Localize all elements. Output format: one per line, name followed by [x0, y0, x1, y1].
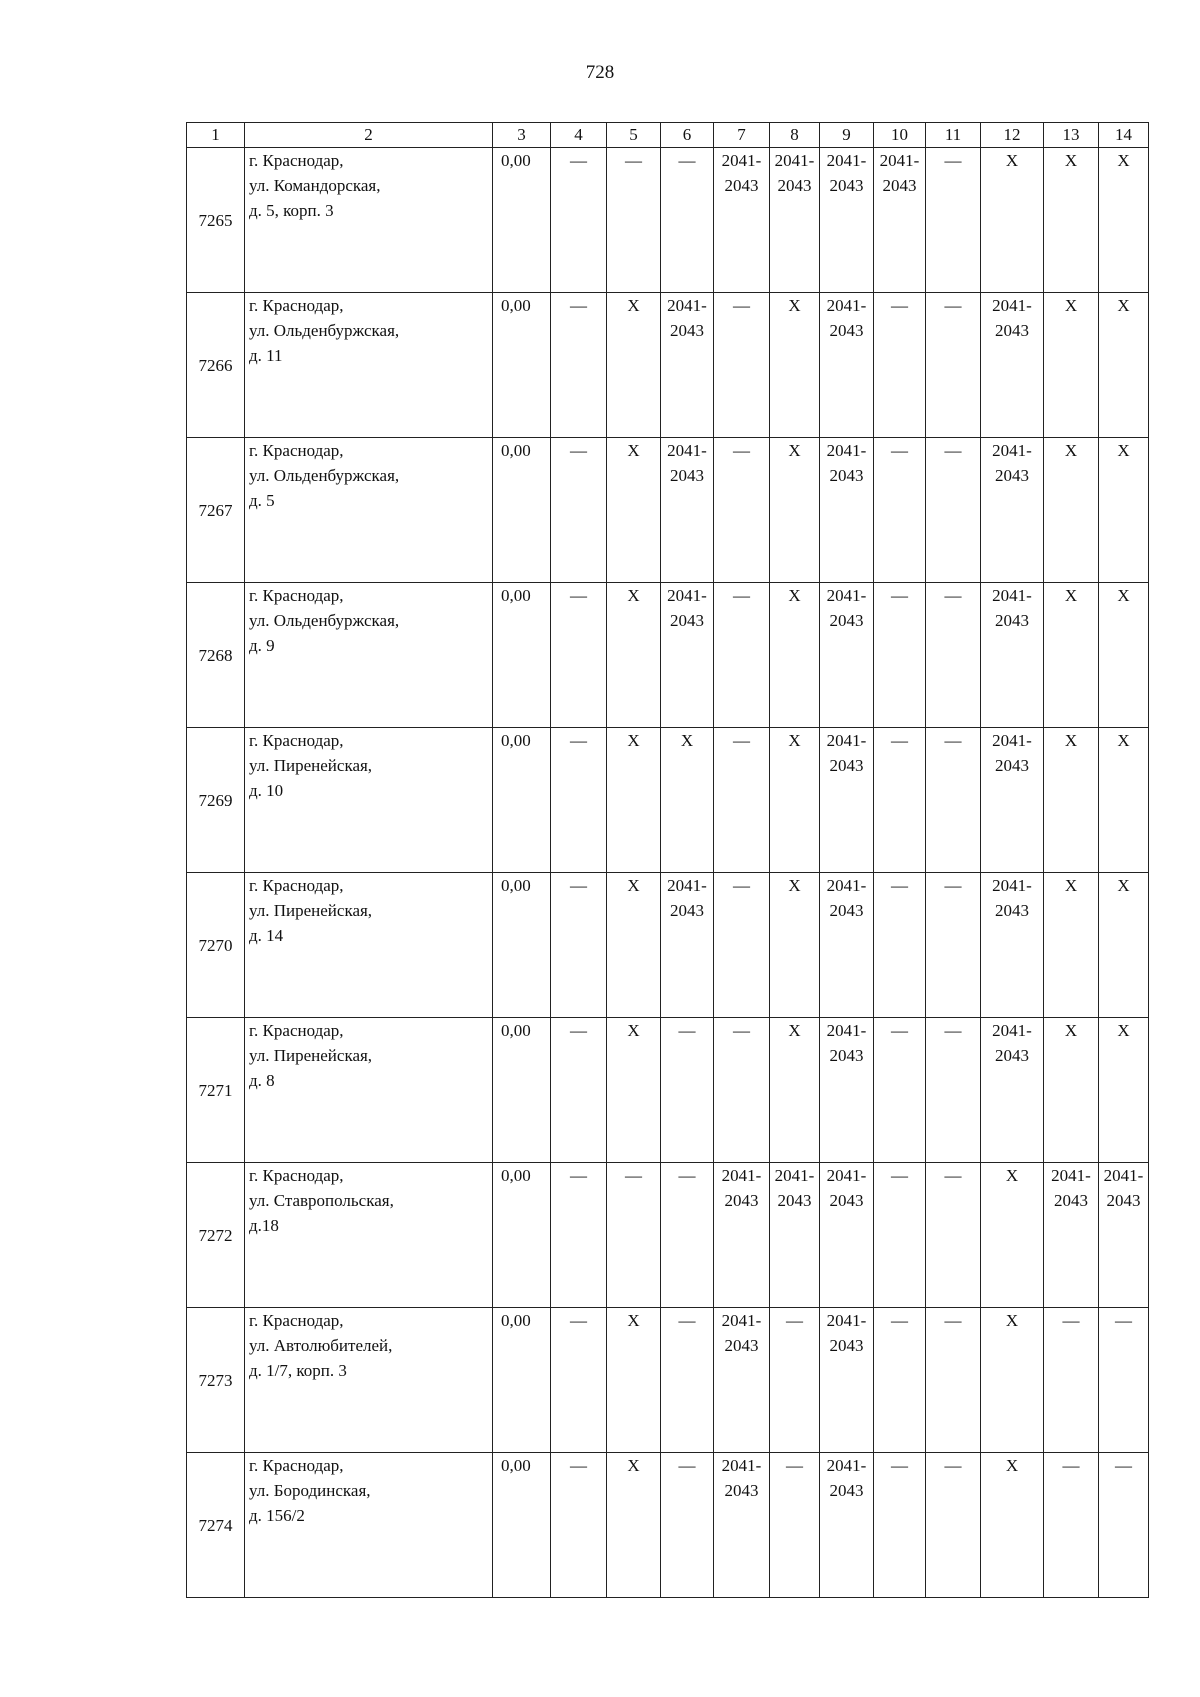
schedule-cell: 2041- 2043 — [981, 438, 1044, 583]
column-header-3: 3 — [493, 123, 551, 148]
schedule-cell: — — [926, 293, 981, 438]
schedule-cell: — — [551, 873, 607, 1018]
schedule-cell: Х — [607, 873, 661, 1018]
schedule-cell: — — [874, 873, 926, 1018]
column-header-6: 6 — [661, 123, 714, 148]
schedule-cell: — — [661, 148, 714, 293]
schedule-cell: Х — [981, 1163, 1044, 1308]
schedule-cell: — — [551, 1453, 607, 1598]
schedule-cell: Х — [981, 1308, 1044, 1453]
address-cell — [245, 1163, 493, 1308]
schedule-cell: — — [551, 1163, 607, 1308]
value-cell: 0,00 — [493, 873, 551, 1018]
schedule-cell: Х — [607, 1308, 661, 1453]
column-header-8: 8 — [770, 123, 820, 148]
schedule-cell: 2041- 2043 — [661, 583, 714, 728]
schedule-cell: — — [1099, 1453, 1149, 1598]
schedule-cell: Х — [1099, 293, 1149, 438]
value-cell: 0,00 — [493, 1308, 551, 1453]
column-header-13: 13 — [1044, 123, 1099, 148]
address-line: д.18 — [249, 1216, 279, 1235]
schedule-cell: 2041- 2043 — [714, 148, 770, 293]
schedule-cell: Х — [1044, 293, 1099, 438]
schedule-cell: — — [926, 583, 981, 728]
schedule-cell: — — [661, 1308, 714, 1453]
row-number: 7269 — [187, 728, 245, 873]
address-line: ул. Ольденбуржская, — [249, 466, 400, 485]
schedule-cell: — — [714, 728, 770, 873]
schedule-cell: — — [874, 293, 926, 438]
address-line: г. Краснодар, — [249, 441, 344, 460]
row-number: 7270 — [187, 873, 245, 1018]
schedule-cell: 2041- 2043 — [714, 1453, 770, 1598]
row-number: 7266 — [187, 293, 245, 438]
schedule-cell: 2041- 2043 — [820, 1453, 874, 1598]
address-cell — [245, 148, 493, 293]
schedule-cell: — — [874, 438, 926, 583]
schedule-cell: — — [661, 1453, 714, 1598]
value-cell: 0,00 — [493, 583, 551, 728]
schedule-cell: 2041- 2043 — [874, 148, 926, 293]
address-line: д. 5 — [249, 491, 275, 510]
address-cell — [245, 293, 493, 438]
schedule-cell: 2041- 2043 — [770, 1163, 820, 1308]
address-line: г. Краснодар, — [249, 151, 344, 170]
address-line: д. 5, корп. 3 — [249, 201, 334, 220]
schedule-cell: Х — [1099, 438, 1149, 583]
schedule-cell: Х — [981, 148, 1044, 293]
address-line: г. Краснодар, — [249, 876, 344, 895]
column-header-1: 1 — [187, 123, 245, 148]
address-line: г. Краснодар, — [249, 731, 344, 750]
schedule-cell: Х — [1099, 148, 1149, 293]
address-cell — [245, 873, 493, 1018]
address-line: ул. Ольденбуржская, — [249, 611, 400, 630]
schedule-cell: Х — [607, 293, 661, 438]
table-row — [187, 1163, 1149, 1308]
value-cell: 0,00 — [493, 1018, 551, 1163]
schedule-cell: — — [926, 148, 981, 293]
table-row — [187, 293, 1149, 438]
column-header-7: 7 — [714, 123, 770, 148]
schedule-cell: Х — [1044, 1018, 1099, 1163]
schedule-cell: Х — [981, 1453, 1044, 1598]
schedule-cell: Х — [1044, 583, 1099, 728]
schedule-cell: 2041- 2043 — [820, 438, 874, 583]
address-line: ул. Пиренейская, — [249, 1046, 373, 1065]
schedule-cell: 2041- 2043 — [714, 1308, 770, 1453]
table-row — [187, 1018, 1149, 1163]
value-cell: 0,00 — [493, 148, 551, 293]
column-header-12: 12 — [981, 123, 1044, 148]
schedule-cell: — — [926, 728, 981, 873]
schedule-cell: — — [607, 1163, 661, 1308]
schedule-cell: 2041- 2043 — [1099, 1163, 1149, 1308]
column-header-10: 10 — [874, 123, 926, 148]
table-row — [187, 1453, 1149, 1598]
value-cell: 0,00 — [493, 293, 551, 438]
address-line: д. 14 — [249, 926, 284, 945]
address-line: д. 1/7, корп. 3 — [249, 1361, 347, 1380]
schedule-cell: — — [926, 1018, 981, 1163]
row-number: 7271 — [187, 1018, 245, 1163]
schedule-cell: Х — [770, 873, 820, 1018]
address-line: ул. Командорская, — [249, 176, 381, 195]
schedule-cell: — — [607, 148, 661, 293]
table-row — [187, 728, 1149, 873]
address-line: г. Краснодар, — [249, 1456, 344, 1475]
header-row — [187, 123, 1149, 148]
schedule-cell: 2041- 2043 — [981, 728, 1044, 873]
address-line: д. 11 — [249, 346, 283, 365]
row-number: 7268 — [187, 583, 245, 728]
schedule-cell: 2041- 2043 — [661, 293, 714, 438]
row-number: 7272 — [187, 1163, 245, 1308]
schedule-cell: Х — [607, 728, 661, 873]
table-row — [187, 583, 1149, 728]
schedule-cell: — — [926, 873, 981, 1018]
register-table — [186, 122, 1149, 1598]
address-cell — [245, 728, 493, 873]
row-number: 7273 — [187, 1308, 245, 1453]
schedule-cell: 2041- 2043 — [714, 1163, 770, 1308]
address-line: г. Краснодар, — [249, 296, 344, 315]
schedule-cell: 2041- 2043 — [981, 873, 1044, 1018]
table-header — [187, 123, 1149, 148]
schedule-cell: Х — [1044, 728, 1099, 873]
schedule-cell: 2041- 2043 — [820, 293, 874, 438]
value-cell: 0,00 — [493, 1453, 551, 1598]
address-line: г. Краснодар, — [249, 1021, 344, 1040]
table-row — [187, 1308, 1149, 1453]
schedule-cell: — — [874, 1163, 926, 1308]
schedule-cell: Х — [607, 1018, 661, 1163]
column-header-5: 5 — [607, 123, 661, 148]
schedule-cell: Х — [1099, 873, 1149, 1018]
schedule-cell: — — [770, 1453, 820, 1598]
schedule-cell: — — [874, 1308, 926, 1453]
schedule-cell: Х — [607, 1453, 661, 1598]
schedule-cell: — — [926, 1308, 981, 1453]
address-line: ул. Ольденбуржская, — [249, 321, 400, 340]
schedule-cell: — — [551, 1018, 607, 1163]
address-line: г. Краснодар, — [249, 1166, 344, 1185]
schedule-cell: — — [714, 583, 770, 728]
schedule-cell: Х — [1044, 438, 1099, 583]
schedule-cell: — — [1044, 1453, 1099, 1598]
row-number: 7265 — [187, 148, 245, 293]
address-cell — [245, 583, 493, 728]
address-line: ул. Пиренейская, — [249, 901, 373, 920]
schedule-cell: Х — [1099, 728, 1149, 873]
schedule-cell: — — [1099, 1308, 1149, 1453]
schedule-cell: — — [714, 293, 770, 438]
schedule-cell: — — [874, 728, 926, 873]
schedule-cell: 2041- 2043 — [1044, 1163, 1099, 1308]
schedule-cell: 2041- 2043 — [820, 583, 874, 728]
schedule-cell: Х — [770, 583, 820, 728]
address-line: д. 9 — [249, 636, 275, 655]
schedule-cell: — — [1044, 1308, 1099, 1453]
schedule-cell: 2041- 2043 — [661, 438, 714, 583]
column-header-14: 14 — [1099, 123, 1149, 148]
address-line: д. 10 — [249, 781, 284, 800]
column-header-2: 2 — [245, 123, 493, 148]
schedule-cell: 2041- 2043 — [820, 1163, 874, 1308]
schedule-cell: 2041- 2043 — [661, 873, 714, 1018]
schedule-cell: Х — [770, 728, 820, 873]
schedule-cell: Х — [661, 728, 714, 873]
value-cell: 0,00 — [493, 438, 551, 583]
schedule-cell: 2041- 2043 — [981, 1018, 1044, 1163]
schedule-cell: — — [926, 1453, 981, 1598]
column-header-4: 4 — [551, 123, 607, 148]
schedule-cell: Х — [1099, 1018, 1149, 1163]
schedule-cell: — — [874, 583, 926, 728]
schedule-cell: — — [661, 1018, 714, 1163]
schedule-cell: 2041- 2043 — [981, 293, 1044, 438]
schedule-cell: 2041- 2043 — [820, 728, 874, 873]
table-row — [187, 148, 1149, 293]
address-line: д. 156/2 — [249, 1506, 305, 1525]
schedule-cell: — — [551, 583, 607, 728]
address-line: ул. Бородинская, — [249, 1481, 371, 1500]
column-header-9: 9 — [820, 123, 874, 148]
schedule-cell: Х — [1099, 583, 1149, 728]
schedule-cell: — — [551, 1308, 607, 1453]
schedule-cell: 2041- 2043 — [820, 1018, 874, 1163]
schedule-cell: — — [714, 873, 770, 1018]
row-number: 7274 — [187, 1453, 245, 1598]
schedule-cell: 2041- 2043 — [820, 873, 874, 1018]
schedule-cell: Х — [770, 293, 820, 438]
address-cell — [245, 438, 493, 583]
schedule-cell: — — [551, 728, 607, 873]
schedule-cell: Х — [770, 1018, 820, 1163]
schedule-cell: 2041- 2043 — [820, 1308, 874, 1453]
table-row — [187, 438, 1149, 583]
table-body — [187, 148, 1149, 1598]
page-number: 728 — [585, 62, 615, 83]
schedule-cell: — — [874, 1018, 926, 1163]
value-cell: 0,00 — [493, 728, 551, 873]
schedule-cell: — — [926, 1163, 981, 1308]
table-row — [187, 873, 1149, 1018]
schedule-cell: — — [874, 1453, 926, 1598]
schedule-cell: — — [714, 438, 770, 583]
address-line: д. 8 — [249, 1071, 275, 1090]
address-cell — [245, 1018, 493, 1163]
schedule-cell: Х — [607, 583, 661, 728]
schedule-cell: — — [551, 438, 607, 583]
schedule-cell: Х — [607, 438, 661, 583]
schedule-cell: — — [551, 293, 607, 438]
schedule-cell: 2041- 2043 — [820, 148, 874, 293]
address-line: г. Краснодар, — [249, 1311, 344, 1330]
value-cell: 0,00 — [493, 1163, 551, 1308]
schedule-cell: — — [926, 438, 981, 583]
address-cell — [245, 1308, 493, 1453]
address-line: ул. Автолюбителей, — [249, 1336, 393, 1355]
schedule-cell: — — [770, 1308, 820, 1453]
schedule-cell: — — [714, 1018, 770, 1163]
address-line: г. Краснодар, — [249, 586, 344, 605]
schedule-cell: 2041- 2043 — [981, 583, 1044, 728]
schedule-cell: Х — [1044, 148, 1099, 293]
column-header-11: 11 — [926, 123, 981, 148]
address-cell — [245, 1453, 493, 1598]
schedule-cell: Х — [770, 438, 820, 583]
schedule-cell: 2041- 2043 — [770, 148, 820, 293]
row-number: 7267 — [187, 438, 245, 583]
address-line: ул. Пиренейская, — [249, 756, 373, 775]
schedule-cell: Х — [1044, 873, 1099, 1018]
schedule-cell: — — [551, 148, 607, 293]
schedule-cell: — — [661, 1163, 714, 1308]
address-line: ул. Ставропольская, — [249, 1191, 394, 1210]
